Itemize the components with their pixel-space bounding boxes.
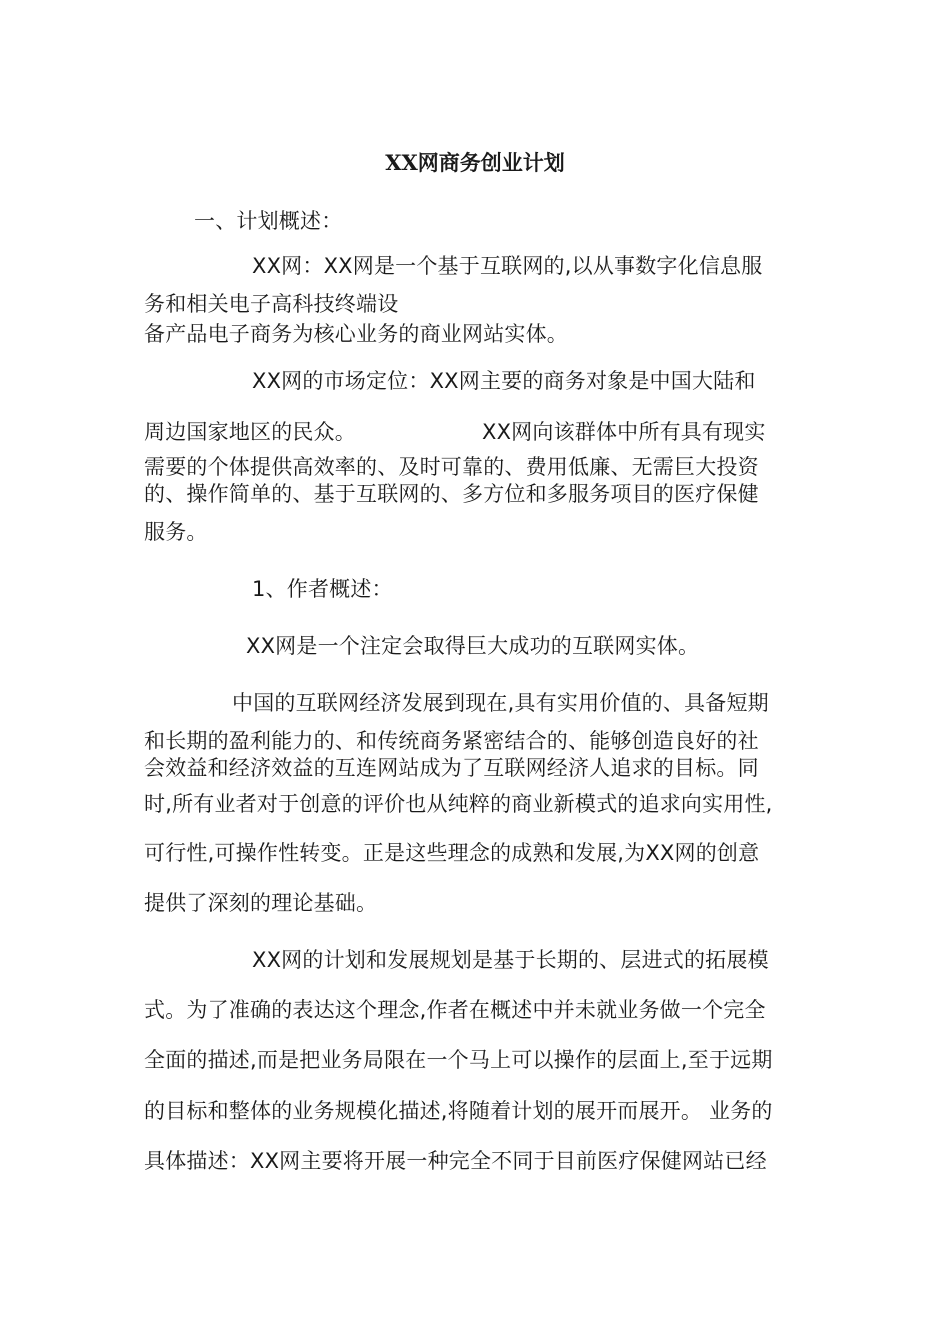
paragraph-line: XX网是一个注定会取得巨大成功的互联网实体。 <box>246 634 700 658</box>
paragraph-line: 提供了深刻的理论基础。 <box>144 891 378 915</box>
section-heading-author-overview: 1、作者概述： <box>252 577 393 601</box>
paragraph-line: 中国的互联网经济发展到现在,具有实用价值的、具备短期 <box>232 691 769 715</box>
section-heading-plan-overview: 一、计划概述： <box>194 209 343 233</box>
paragraph-line: 备产品电子商务为核心业务的商业网站实体。 <box>144 322 568 346</box>
paragraph-line: 的目标和整体的业务规模化描述,将随着计划的展开而展开。 业务的 <box>144 1099 773 1123</box>
paragraph-line: 服务。 <box>144 520 208 544</box>
paragraph-line: 周边国家地区的民众。 <box>144 420 356 444</box>
paragraph-line: XX网向该群体中所有具有现实 <box>482 420 766 444</box>
paragraph-line: 的、操作简单的、基于互联网的、多方位和多服务项目的医疗保健 <box>144 482 759 506</box>
paragraph-line: XX网的计划和发展规划是基于长期的、层进式的拓展模 <box>252 948 769 972</box>
paragraph-line: 可行性,可操作性转变。正是这些理念的成熟和发展,为XX网的创意 <box>144 841 760 865</box>
document-title: XX网商务创业计划 <box>385 150 565 175</box>
paragraph-line: 具体描述：XX网主要将开展一种完全不同于目前医疗保健网站已经 <box>144 1149 767 1173</box>
paragraph-line: 会效益和经济效益的互连网站成为了互联网经济人追求的目标。同 <box>144 756 759 780</box>
paragraph-line: 时,所有业者对于创意的评价也从纯粹的商业新模式的追求向实用性, <box>144 792 773 816</box>
paragraph-line: 和长期的盈利能力的、和传统商务紧密结合的、能够创造良好的社 <box>144 729 759 753</box>
paragraph-line: XX网：XX网是一个基于互联网的,以从事数字化信息服 <box>252 254 763 278</box>
paragraph-line: 全面的描述,而是把业务局限在一个马上可以操作的层面上,至于远期 <box>144 1048 773 1072</box>
paragraph-line: XX网的市场定位：XX网主要的商务对象是中国大陆和 <box>252 369 756 393</box>
paragraph-line: 式。为了准确的表达这个理念,作者在概述中并未就业务做一个完全 <box>144 998 766 1022</box>
paragraph-line: 务和相关电子高科技终端设 <box>144 292 399 316</box>
paragraph-line: 需要的个体提供高效率的、及时可靠的、费用低廉、无需巨大投资 <box>144 455 759 479</box>
